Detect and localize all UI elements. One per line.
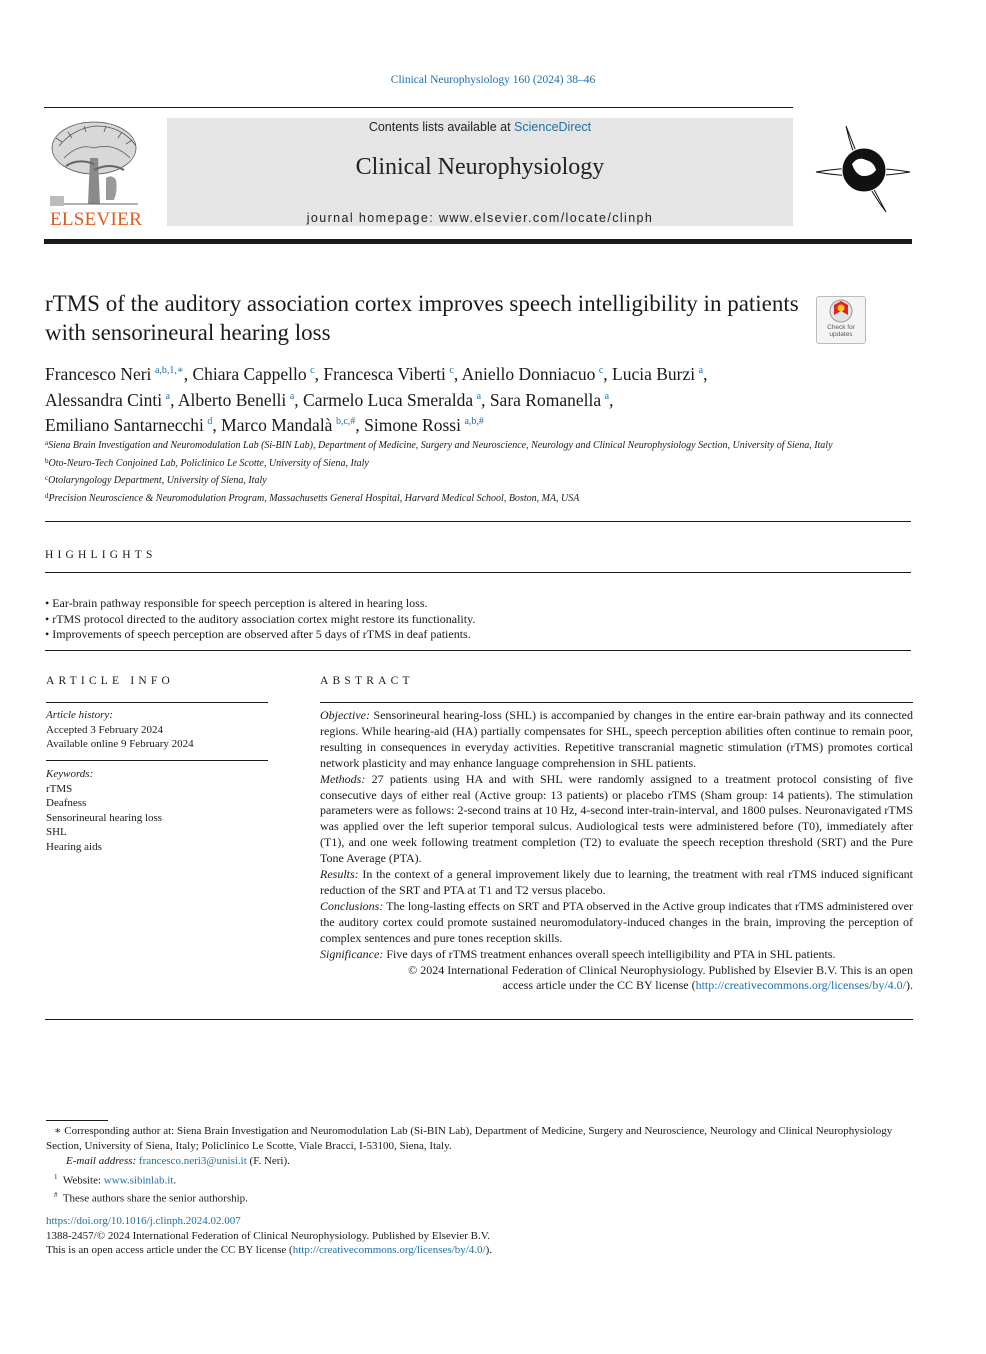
check-updates-label: Check for updates	[827, 324, 855, 338]
highlights-heading: HIGHLIGHTS	[45, 549, 157, 561]
author[interactable]	[490, 390, 609, 410]
author-name: Simone Rossi	[364, 415, 461, 435]
keywords-label: Keywords:	[46, 768, 94, 780]
highlights-list	[45, 596, 915, 643]
author-affiliation-marker[interactable]: a	[165, 390, 171, 402]
highlights-bottom-rule	[45, 650, 911, 651]
corresponding-footnote: ∗ Corresponding author at: Siena Brain Investigation and Neuromodulation Lab (Si-BIN Lab), Department of Medicine, Surgery and Neuroscience, Neurology and Clinical Neurophysiology Section, University of Siena, Italy; Policlinico Le Scotte, Viale Bracci, I-53100, Siena, Italy.	[46, 1125, 893, 1153]
author-affiliation-marker[interactable]: a	[476, 390, 482, 402]
abstract-significance: Significance: Five days of rTMS treatment enhances overall speech intelligibility and PTA in SHL patients.	[320, 946, 836, 961]
abstract-conclusions: Conclusions: The long-lasting effects on SRT and PTA observed in the Active group indicates that rTMS administered over the auditory cortex could promote sustained neuromodulatory-induced changes in the brain, improving the perception of complex sentences and pure tones reception skills.	[320, 898, 913, 945]
author-affiliation-marker[interactable]: c	[449, 365, 454, 376]
author-list: Francesco Neri $^{a,b,1,∗}$, Chiara Cappello $^c$, Francesca Viberti $^c$, Aniello Donniacuo $^c$, Lucia Burzi $^a$, Alessandra Cinti $^a$, Alberto Benelli $^a$, Carmelo Luca Smeralda $^a$, Sara Romanella $^a$, Emiliano Santarnecchi $^d$, Marco Mandalà $^{b,c,\#}$, Simone Rossi $^{a,b,\#}$	[45, 364, 708, 435]
journal-citation[interactable]: Clinical Neurophysiology 160 (2024) 38–46	[390, 74, 596, 86]
affiliation-text: Siena Brain Investigation and Neuromodulation Lab (Si-BIN Lab), Department of Medicine, Surgery and Neuroscience, Neurology and Clinical Neurophysiology Section, University of Siena, Italy	[48, 440, 833, 451]
abstract-heading: ABSTRACT	[320, 675, 414, 687]
author[interactable]	[45, 390, 170, 410]
affiliations-rule	[45, 521, 911, 522]
article-info-heading: ARTICLE INFO	[46, 675, 174, 687]
author-name: Francesco Neri	[45, 364, 152, 384]
author-affiliation-marker[interactable]: b,c,#	[335, 416, 356, 427]
header-top-rule	[44, 107, 793, 108]
footnote-rule	[46, 1120, 108, 1121]
keyword: Deafness	[46, 797, 87, 809]
contents-line: Contents lists available at ScienceDirect	[368, 120, 592, 134]
author-name: Carmelo Luca Smeralda	[303, 389, 474, 410]
affiliation-key: b	[45, 456, 49, 465]
email-link[interactable]: francesco.neri3@unisi.it	[138, 1155, 247, 1168]
accepted-date: Accepted 3 February 2024	[46, 723, 163, 736]
abstract-methods: Methods: 27 patients using HA and with SHL were randomly assigned to a treatment protocol consisting of five consecutive days of either real (Active group: 13 patients) or placebo rTMS (Sham group: 14 patients). The stimulation parameters were as follows: 2-second trains at 10 Hz, 4-second inter-train-interval, and 1800 pulses. Neuronavigated rTMS was applied over the left superior temporal sulcus. Audiological tests were administered before (T0), immediately after (T1), and one week following treatment completion (T2) to evaluate the speech reception threshold (SRT) and the Pure Tone Average (PTA).	[320, 771, 914, 866]
sciencedirect-link[interactable]: ScienceDirect	[514, 120, 592, 134]
highlight-item: • Ear-brain pathway responsible for speech perception is altered in hearing loss.	[45, 596, 428, 610]
author-name: Lucia Burzi	[612, 364, 696, 384]
check-for-updates-badge[interactable]	[816, 296, 866, 344]
author-name: Alberto Benelli	[177, 389, 287, 410]
affiliation-item	[45, 489, 915, 507]
author[interactable]	[303, 390, 481, 410]
journal-homepage[interactable]: journal homepage: www.elsevier.com/locate/clinph	[306, 211, 654, 225]
oa-line: This is an open access article under the CC BY license (http://creativecommons.org/licenses/by/4.0/).	[46, 1244, 493, 1256]
affiliation-item	[45, 454, 915, 472]
affiliation-text: Oto-Neuro-Tech Conjoined Lab, Policlinico Le Scotte, University of Siena, Italy	[48, 457, 369, 469]
senior-footnote: # These authors share the senior authorship.	[54, 1191, 248, 1206]
author-name: Emiliano Santarnecchi	[45, 415, 204, 435]
issn-line: 1388-2457/© 2024 International Federation of Clinical Neurophysiology. Published by Elsevier B.V.	[46, 1229, 491, 1242]
keyword: SHL	[46, 826, 67, 838]
journal-name: Clinical Neurophysiology	[355, 154, 605, 180]
author-name: Aniello Donniacuo	[461, 364, 596, 384]
email-footnote: E-mail address: francesco.neri3@unisi.it (F. Neri).	[66, 1155, 290, 1168]
abstract-results: Results: In the context of a general improvement likely due to learning, the treatment with real rTMS induced significant reduction of the SRT and PTA at T1 and T2 versus placebo.	[320, 867, 914, 897]
affiliations	[45, 436, 915, 506]
author-affiliation-marker[interactable]: a	[289, 390, 295, 402]
author-name: Alessandra Cinti	[45, 389, 163, 410]
author[interactable]	[612, 364, 703, 384]
author-affiliation-marker[interactable]: c	[310, 365, 315, 376]
author-name: Marco Mandalà	[221, 415, 333, 435]
author[interactable]	[323, 364, 454, 384]
author-affiliation-marker[interactable]: d	[207, 416, 213, 427]
author-affiliation-marker[interactable]: a	[698, 365, 704, 376]
author[interactable]	[192, 364, 314, 384]
check-updates-icon	[817, 297, 865, 325]
author[interactable]	[45, 364, 184, 384]
author[interactable]	[178, 390, 294, 410]
header-thick-rule	[44, 239, 912, 244]
affiliation-item	[45, 471, 915, 489]
journal-emblem-logo	[812, 124, 912, 214]
author-name: Chiara Cappello	[192, 364, 307, 384]
journal-banner	[167, 118, 793, 226]
keyword: Sensorineural hearing loss	[46, 811, 163, 824]
elsevier-wordmark: ELSEVIER	[49, 209, 143, 230]
oa-license-link[interactable]: http://creativecommons.org/licenses/by/4.0/	[292, 1244, 486, 1256]
keywords-block	[46, 767, 268, 854]
author-affiliation-marker[interactable]: a,b,#	[464, 416, 484, 427]
bottom-info	[46, 1214, 916, 1258]
affiliation-text: Precision Neuroscience & Neuromodulation Program, Massachusetts General Hospital, Harvard Medical School, Boston, MA, USA	[48, 492, 580, 504]
footnotes	[46, 1124, 916, 1207]
affiliation-key: d	[45, 491, 49, 500]
doi-link[interactable]: https://doi.org/10.1016/j.clinph.2024.02.007	[46, 1215, 241, 1227]
article-info	[46, 708, 268, 752]
article-info-rule	[46, 702, 268, 703]
author-name: Sara Romanella	[489, 389, 602, 410]
author[interactable]	[462, 364, 604, 384]
author-name: Francesca Viberti	[323, 364, 446, 384]
abstract-rule	[320, 702, 913, 703]
author-affiliation-marker[interactable]: a	[604, 390, 610, 402]
abstract-objective: Objective: Sensorineural hearing-loss (SHL) is accompanied by changes in the entire ear-brain pathway and its connected regions. While hearing-aid (HA) partially compensates for SHL, speech perception abilities often continue to remain poor, resulting in consequences in everyday activities. Repetitive transcranial magnetic stimulation (rTMS) promotes cortical network plasticity and may enhance language comprehension in SHL patients.	[320, 708, 914, 770]
author[interactable]	[45, 415, 212, 435]
keyword: rTMS	[46, 782, 73, 795]
article-title: rTMS of the auditory association cortex improves speech intelligibility in patients with sensorineural hearing loss	[45, 291, 799, 345]
affiliation-key: a	[45, 439, 49, 447]
abstract-bottom-rule	[45, 1019, 913, 1020]
affiliation-item	[45, 436, 915, 454]
keyword: Hearing aids	[46, 840, 102, 853]
author-affiliation-marker[interactable]: c	[598, 365, 604, 376]
highlights-rule	[45, 572, 911, 573]
article-history-label: Article history:	[46, 709, 113, 721]
website-footnote: $^1$ Website: www.sibinlab.it.	[54, 1172, 177, 1187]
website-link[interactable]: www.sibinlab.it	[103, 1174, 174, 1187]
keywords-rule	[46, 760, 268, 761]
abstract-copyright: © 2024 International Federation of Clinical Neurophysiology. Published by Elsevier B.V. This is an open	[408, 962, 913, 977]
abstract-license: access article under the CC BY license (http://creativecommons.org/licenses/by/4.0/).	[502, 978, 913, 993]
highlight-item: • Improvements of speech perception are observed after 5 days of rTMS in deaf patients.	[45, 627, 471, 641]
abstract-body	[320, 708, 913, 994]
online-date: Available online 9 February 2024	[46, 738, 194, 750]
author[interactable]	[364, 415, 484, 435]
affiliation-key: c	[45, 474, 49, 482]
affiliation-text: Otolaryngology Department, University of Siena, Italy	[48, 475, 267, 486]
author-affiliation-marker[interactable]: a,b,1,∗	[154, 365, 184, 376]
highlight-item: • rTMS protocol directed to the auditory association cortex might restore its functionality.	[45, 611, 476, 626]
license-link[interactable]: http://creativecommons.org/licenses/by/4.0/	[695, 978, 906, 993]
author[interactable]	[221, 415, 355, 435]
